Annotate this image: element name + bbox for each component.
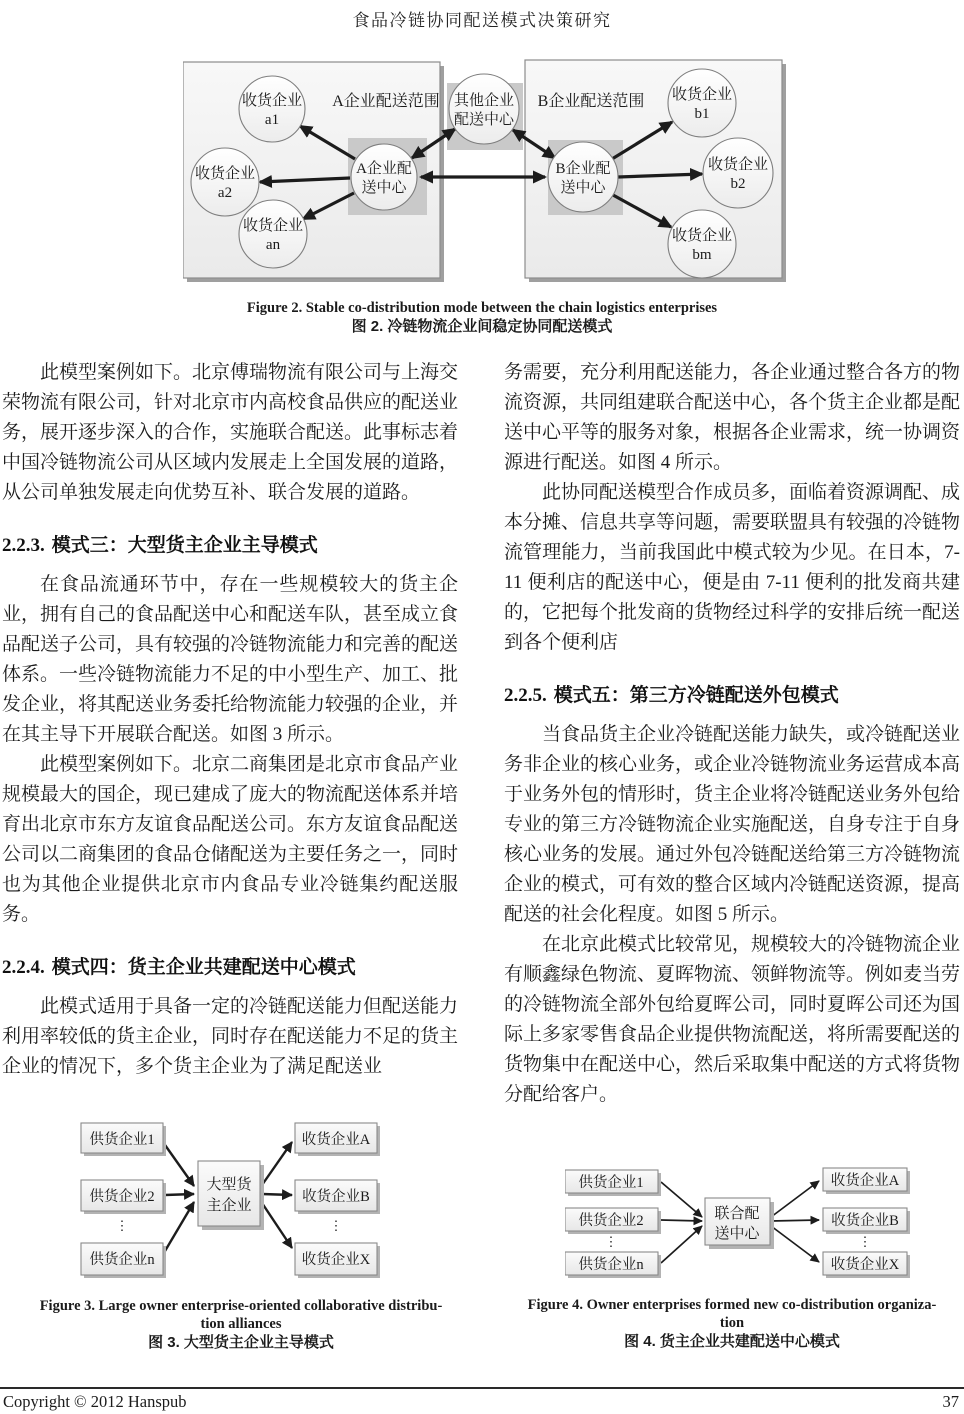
- footer-divider: [0, 1387, 964, 1389]
- receiver-bm-label: 收货企业: [671, 228, 733, 244]
- arrow-supplier2-to-center: [165, 1194, 194, 1195]
- heading-2-2-5-number: 2.2.5.: [504, 685, 547, 706]
- arrow-center-to-receiverB: [262, 1194, 292, 1195]
- figure2-caption-zh: 图 2. 冷链物流企业间稳定协同配送模式: [351, 318, 613, 335]
- figure3-caption-en-line2: tion alliances: [200, 1316, 282, 1332]
- receiver-a2-node: [191, 148, 259, 216]
- figure3-caption-zh: 图 3. 大型货主企业主导模式: [148, 1334, 334, 1351]
- suppliers-ellipsis: ⋮: [604, 1234, 618, 1249]
- figure4-diagram: [565, 1165, 910, 1280]
- suppliern-label: 供货企业n: [89, 1252, 155, 1268]
- figure3-caption-en-line1: Figure 3. Large owner enterprise-oriented collaborative distribu-: [39, 1298, 443, 1314]
- suppliers-ellipsis: ⋮: [115, 1218, 129, 1233]
- arrow-center-to-receiverX: [771, 1226, 819, 1262]
- paragraph-mode4-analysis: 此协同配送模型合作成员多，面临着资源调配、成本分摊、信息共享等问题，需要联盟具有较强的冷链物流管理能力，当前我国此中模式较为少见。在日本，7-11 便利店的配送中心，便是由 7-11 便利的批发商共建的，它把每个批发商的货物经过科学的安排后统一配送到各个便利店: [504, 482, 961, 653]
- center-label-line1: 联合配: [714, 1206, 760, 1222]
- footer-copyright: Copyright © 2012 Hanspub: [3, 1392, 187, 1411]
- paragraph-mode4-description-part1: 此模式适用于具备一定的冷链配送能力但配送能力利用率较低的货主企业，同时存在配送能力不足的货主企业的情况下，多个货主企业为了满足配送业: [2, 996, 459, 1077]
- heading-2-2-3-number: 2.2.3.: [2, 535, 45, 556]
- heading-2-2-4-number: 2.2.4.: [2, 957, 45, 978]
- center-label-line2: 主企业: [206, 1198, 252, 1214]
- suppliern-label: 供货企业n: [578, 1257, 644, 1273]
- supplier1-label: 供货企业1: [89, 1132, 155, 1148]
- heading-2-2-4-title: 模式四：货主企业共建配送中心模式: [51, 957, 356, 978]
- supplier2-label: 供货企业2: [89, 1189, 155, 1205]
- paragraph-mode5-case: 在北京此模式比较常见，规模较大的冷链物流企业有顺鑫绿色物流、夏晖物流、领鲜物流等。例如麦当劳的冷链物流全部外包给夏晖公司，同时夏晖公司还为国际上多家零售食品企业提供物流配送，将所需要配送的货物集中在配送中心，然后采取集中配送的方式将货物分配给客户。: [504, 934, 961, 1105]
- receiverB-label: 收货企业B: [831, 1213, 899, 1229]
- receivers-ellipsis: ⋮: [329, 1218, 343, 1233]
- arrow-center-to-receiverA: [771, 1181, 819, 1217]
- center-label-line1: 大型货: [206, 1177, 252, 1193]
- figure2-caption: [0, 299, 964, 336]
- large-owner-center-box: [198, 1161, 260, 1226]
- figure4-caption-en-line2: tion: [719, 1315, 745, 1331]
- arrow-center-to-receiverB: [771, 1220, 819, 1221]
- receiverB-label: 收货企业B: [302, 1189, 370, 1205]
- footer-page-number: 37: [942, 1392, 959, 1411]
- receiverA-label: 收货企业A: [830, 1173, 900, 1189]
- paragraph-mode5-description: 当食品货主企业冷链配送能力缺失，或冷链配送业务非企业的核心业务，或企业冷链物流业务运营成本高于业务外包的情形时，货主企业将冷链配送业务外包给专业的第三方冷链物流企业实施配送，自身专注于自身核心业务的发展。通过外包冷链配送给第三方冷链物流企业的模式，可有效的整合区域内冷链配送资源，提高配送的社会化程度。如图 5 所示。: [504, 724, 961, 925]
- receiver-b1-id: b1: [694, 106, 710, 122]
- figure4-caption-en-line1: Figure 4. Owner enterprises formed new co-distribution organiza-: [527, 1297, 937, 1313]
- receiver-b2-node: [703, 138, 773, 208]
- heading-2-2-3: [2, 533, 458, 558]
- receiver-bm-id: bm: [692, 247, 712, 263]
- heading-2-2-4: [2, 955, 458, 980]
- arrow-supplier1-to-center: [165, 1145, 194, 1186]
- supplier1-label: 供货企业1: [578, 1175, 644, 1191]
- other-center-label-line1: 其他企业: [453, 93, 515, 109]
- other-center-node: [449, 74, 519, 144]
- figure2-caption-en: Figure 2. Stable co-distribution mode between the chain logistics enterprises: [246, 300, 718, 316]
- receiver-a1-node: [239, 76, 305, 142]
- center-a-label-line2: 送中心: [361, 180, 407, 196]
- figure4-caption-zh: 图 4. 货主企业共建配送中心模式: [624, 1333, 840, 1350]
- arrow-suppliern-to-center: [661, 1226, 702, 1263]
- arrow-center-to-receiverX: [262, 1203, 292, 1248]
- receiver-b1-node: [668, 69, 736, 137]
- paragraph-model-case-fu-rui: 此模型案例如下。北京傅瑞物流有限公司与上海交荣物流有限公司，针对北京市内高校食品供应的配送业务，展开逐步深入的合作，实施联合配送。此事标志着中国冷链物流公司从区域内发展走上全国发展的道路，从公司单独发展走向优势互补、联合发展的道路。: [2, 362, 459, 503]
- center-b-label-line1: B企业配: [555, 161, 611, 177]
- receiver-a1-id: a1: [264, 112, 280, 128]
- receiver-b2-id: b2: [730, 176, 746, 192]
- arrow-suppliern-to-center: [165, 1202, 194, 1251]
- receiver-an-id: an: [265, 237, 281, 253]
- center-b-label-line2: 送中心: [560, 180, 606, 196]
- receiverX-label: 收货企业X: [830, 1257, 900, 1273]
- receivers-ellipsis: ⋮: [858, 1234, 872, 1249]
- receiver-an-label: 收货企业: [242, 218, 304, 234]
- receiver-a2-id: a2: [217, 185, 233, 201]
- receiver-an-node: [239, 200, 307, 268]
- receiverX-label: 收货企业X: [301, 1252, 371, 1268]
- running-head-title: 食品冷链协同配送模式决策研究: [352, 11, 612, 30]
- zone-b-label: B企业配送范围: [537, 93, 645, 110]
- center-label-line2: 送中心: [714, 1226, 760, 1242]
- arrow-supplier2-to-center: [661, 1220, 702, 1221]
- figure2-diagram: [183, 55, 788, 295]
- figure4-caption: [500, 1296, 964, 1351]
- paragraph-mode4-description-part2: 务需要，充分利用配送能力，各企业通过整合各方的物流资源，共同组建联合配送中心，各个货主企业都是配送中心平等的服务对象，根据各企业需求，统一协调资源进行配送。如图 4 所示。: [504, 362, 961, 473]
- arrow-supplier1-to-center: [661, 1182, 702, 1217]
- heading-2-2-3-title: 模式三：大型货主企业主导模式: [51, 535, 318, 556]
- paragraph-mode3-case: 此模型案例如下。北京二商集团是北京市食品产业规模最大的国企，现已建成了庞大的物流配送体系并培育出北京市东方友谊食品配送公司。东方友谊食品配送公司以二商集团的食品仓储配送为主要任务之一，同时也为其他企业提供北京市内食品专业冷链集约配送服务。: [2, 754, 459, 925]
- receiverA-label: 收货企业A: [301, 1132, 371, 1148]
- right-column: [504, 358, 960, 1110]
- receiver-b1-label: 收货企业: [671, 87, 733, 103]
- receiver-b2-label: 收货企业: [707, 157, 769, 173]
- heading-2-2-5: [504, 683, 960, 708]
- receiver-a1-label: 收货企业: [241, 93, 303, 109]
- supplier2-label: 供货企业2: [578, 1213, 644, 1229]
- other-center-label-line2: 配送中心: [453, 112, 515, 128]
- arrow-center-to-receiverA: [262, 1142, 292, 1185]
- paragraph-mode3-description: 在食品流通环节中，存在一些规模较大的货主企业，拥有自己的食品配送中心和配送车队，甚至成立食品配送子公司，具有较强的冷链物流能力和完善的配送体系。一些冷链物流能力不足的中小型生产、加工、批发企业，将其配送业务委托给物流能力较强的企业，并在其主导下开展联合配送。如图 3 所示。: [2, 574, 459, 745]
- receiver-bm-node: [668, 210, 736, 278]
- heading-2-2-5-title: 模式五：第三方冷链配送外包模式: [553, 685, 839, 706]
- zone-a-label: A企业配送范围: [332, 93, 440, 110]
- left-column: [2, 358, 458, 1082]
- receiver-a2-label: 收货企业: [194, 166, 256, 182]
- center-a-label-line1: A企业配: [356, 161, 412, 177]
- center-b-node: [548, 142, 618, 212]
- figure3-diagram: [75, 1115, 385, 1280]
- figure3-caption: [0, 1297, 482, 1352]
- center-a-node: [351, 144, 417, 210]
